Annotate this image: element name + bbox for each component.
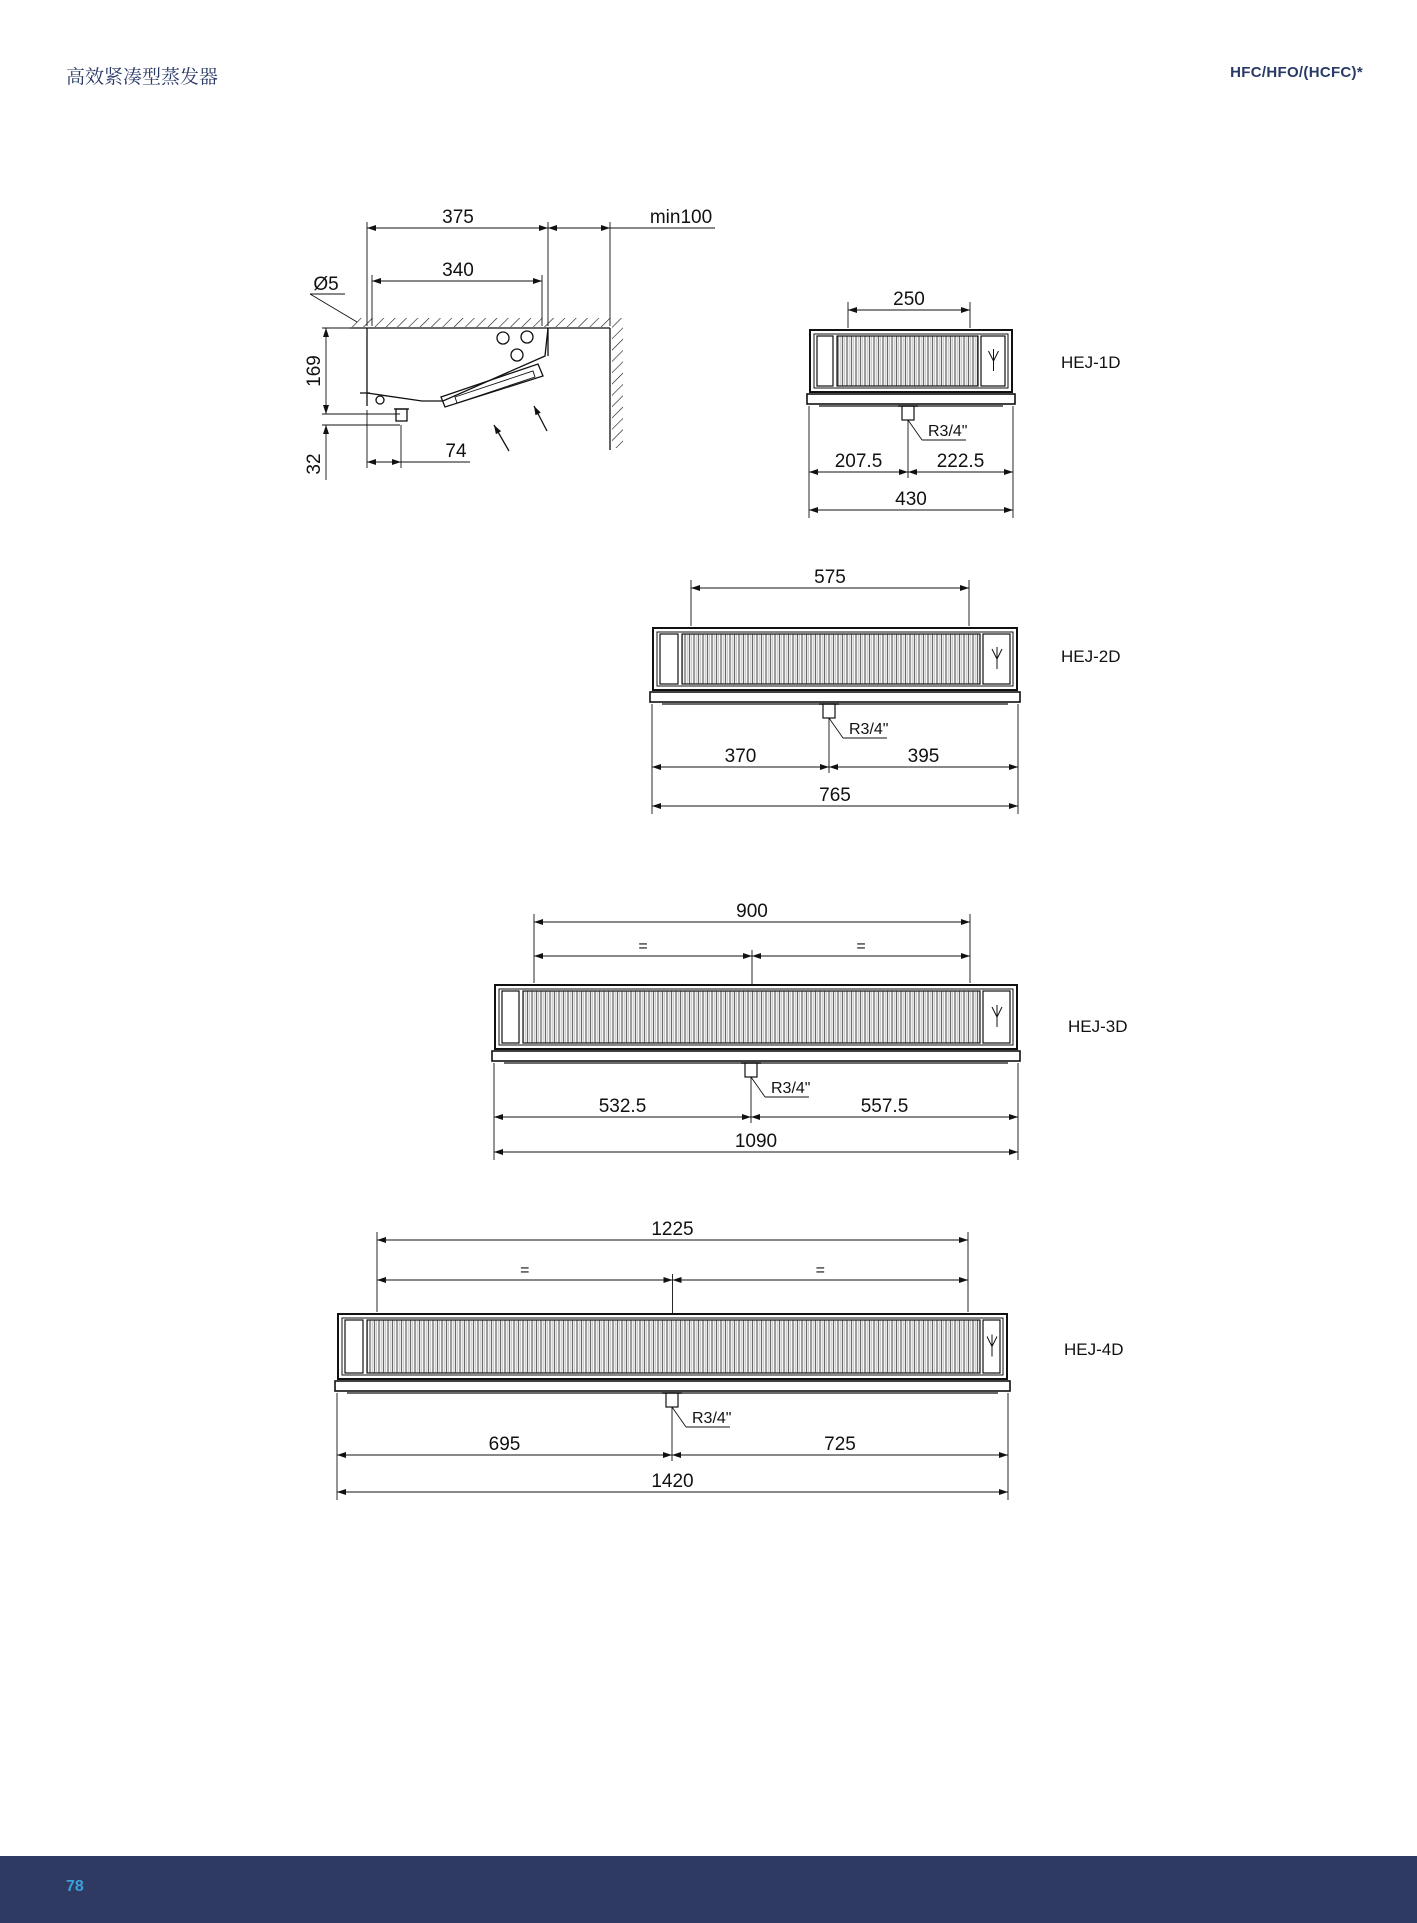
dim-hole: Ø5 xyxy=(313,274,339,295)
connection-size: R3/4" xyxy=(928,423,968,440)
dim-total-width: 1090 xyxy=(734,1131,778,1152)
drip-tray xyxy=(492,1051,1020,1061)
model-label: HEJ-4D xyxy=(1064,1340,1124,1359)
dim-top-spacing: 1225 xyxy=(651,1219,694,1240)
dim-left: 532.5 xyxy=(598,1096,647,1117)
dim-left: 695 xyxy=(488,1434,521,1455)
dim-top-spacing: 250 xyxy=(893,289,925,310)
model-label: HEJ-3D xyxy=(1068,1017,1128,1036)
dim-top-spacing: 900 xyxy=(736,901,768,922)
dim-equal-left: = xyxy=(638,938,648,955)
drain-connection xyxy=(823,704,835,718)
dim-total-width: 1420 xyxy=(651,1471,694,1492)
dim-clearance: min100 xyxy=(649,207,713,228)
dim-right: 222.5 xyxy=(936,451,985,472)
dim-top-spacing: 575 xyxy=(814,567,846,588)
footer-bar xyxy=(0,1856,1417,1923)
dim-body-depth: 340 xyxy=(442,260,474,281)
dim-left: 207.5 xyxy=(834,451,883,472)
connection-size: R3/4" xyxy=(771,1080,811,1097)
dim-total-depth: 375 xyxy=(442,207,474,228)
dim-drain-offset: 74 xyxy=(445,441,467,462)
drain-connection xyxy=(666,1393,678,1407)
model-label: HEJ-2D xyxy=(1061,647,1121,666)
connection-size: R3/4" xyxy=(692,1410,732,1427)
drip-tray xyxy=(807,394,1015,404)
dim-height: 169 xyxy=(304,355,325,387)
dim-drain-height: 32 xyxy=(304,453,325,475)
refrigerant-label: HFC/HFO/(HCFC)* xyxy=(1230,64,1363,81)
connection-size: R3/4" xyxy=(849,721,889,738)
model-drawing-hej-2d xyxy=(650,567,1121,814)
coil-fins xyxy=(367,1320,980,1373)
coil-fins xyxy=(523,991,980,1043)
model-label: HEJ-1D xyxy=(1061,353,1121,372)
dim-total-width: 430 xyxy=(895,489,927,510)
dim-right: 395 xyxy=(907,746,940,767)
side-view-drawing xyxy=(310,222,715,480)
coil-fins xyxy=(682,634,980,684)
drain-connection xyxy=(745,1063,757,1077)
model-drawing-hej-4d xyxy=(335,1219,1124,1500)
drain-connection xyxy=(902,406,914,420)
dim-equal-right: = xyxy=(815,1262,825,1279)
dim-right: 557.5 xyxy=(860,1096,909,1117)
drip-tray xyxy=(335,1381,1010,1391)
dim-left: 370 xyxy=(724,746,757,767)
page-title: 高效紧凑型蒸发器 xyxy=(66,67,219,88)
dim-equal-right: = xyxy=(856,938,866,955)
model-drawing-hej-1d xyxy=(807,289,1121,518)
dim-total-width: 765 xyxy=(819,785,851,806)
drip-tray xyxy=(650,692,1020,702)
coil-fins xyxy=(837,336,978,386)
page-number: 78 xyxy=(66,1878,84,1895)
dim-right: 725 xyxy=(824,1434,856,1455)
dim-equal-left: = xyxy=(520,1262,530,1279)
model-drawing-hej-3d xyxy=(492,901,1128,1160)
